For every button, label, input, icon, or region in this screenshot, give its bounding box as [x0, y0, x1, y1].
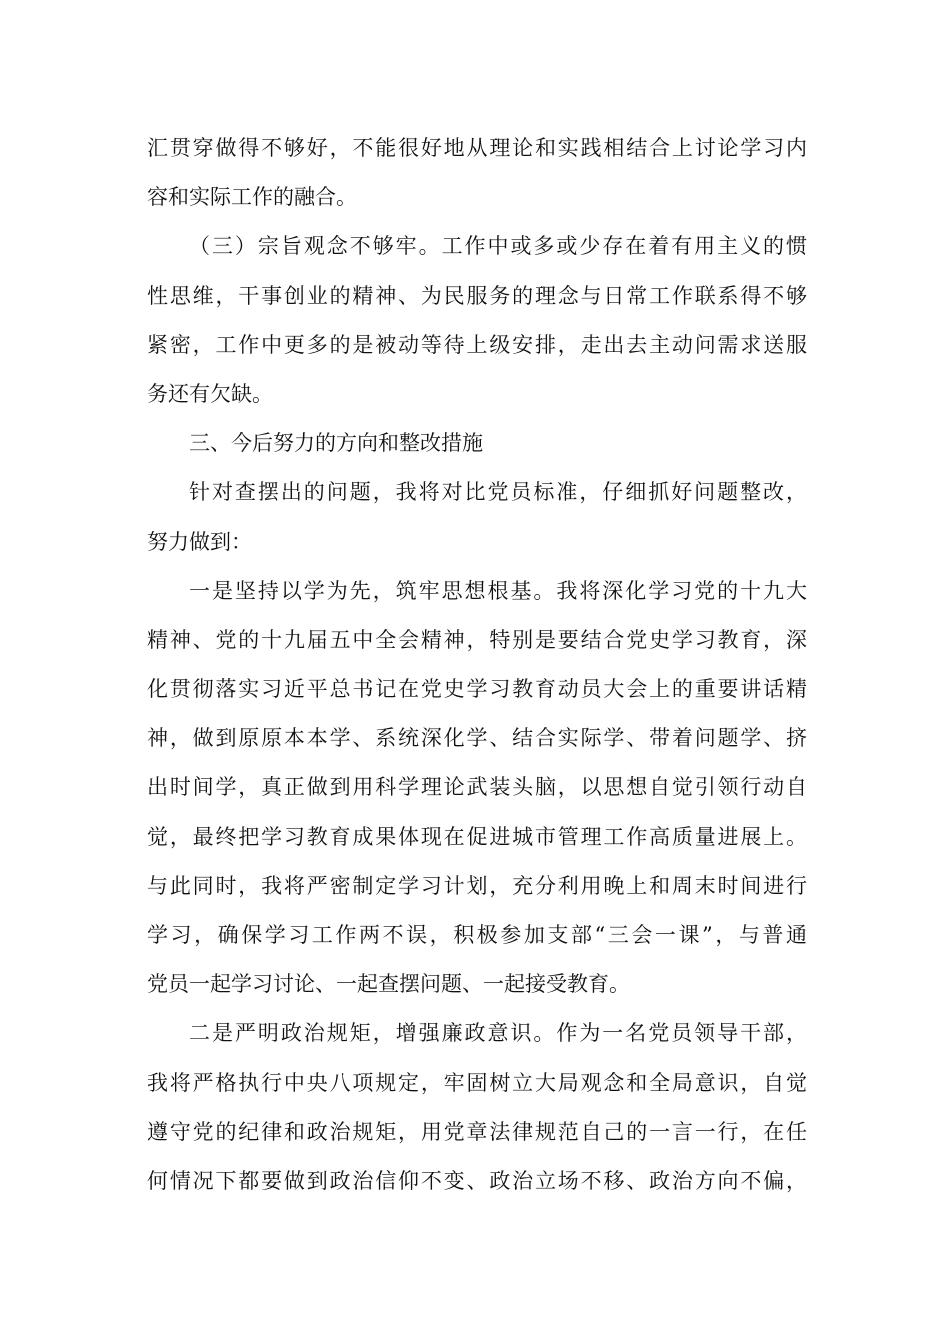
measure-heading-line: 一是坚持以学为先，筑牢思想根基。我将深化学习党的十九大 [189, 578, 807, 603]
section-heading-line: （三）宗旨观念不够牢。工作中或多或少存在着有用主义的惯 [189, 234, 807, 259]
text-line: 针对查摆出的问题，我将对比党员标准，仔细抓好问题整改， [189, 480, 807, 505]
text-line: 化贯彻落实习近平总书记在党史学习教育动员大会上的重要讲话精 [147, 677, 807, 702]
text-line: 容和实际工作的融合。 [147, 185, 357, 210]
text-line: 出时间学，真正做到用科学理论武装头脑，以思想自觉引领行动自 [147, 775, 807, 800]
text-line: 学习，确保学习工作两不误，积极参加支部“三会一课”，与普通 [147, 923, 807, 947]
text-line: 紧密，工作中更多的是被动等待上级安排，走出去主动问需求送服 [147, 332, 807, 357]
measure-heading-line: 二是严明政治规矩，增强廉政意识。作为一名党员领导干部， [189, 1021, 807, 1046]
text-line: 神，做到原原本本学、系统深化学、结合实际学、带着问题学、挤 [147, 726, 807, 751]
text-line: 汇贯穿做得不够好，不能很好地从理论和实践相结合上讨论学习内 [147, 136, 807, 160]
text-line: 务还有欠缺。 [147, 381, 273, 406]
text-line: 我将严格执行中央八项规定，牢固树立大局观念和全局意识，自觉 [147, 1070, 807, 1095]
document-body [147, 124, 807, 1206]
text-line: 党员一起学习讨论、一起查摆问题、一起接受教育。 [147, 972, 630, 997]
text-line: 与此同时，我将严密制定学习计划，充分利用晚上和周末时间进行 [147, 873, 807, 898]
section-heading: 三、今后努力的方向和整改措施 [189, 431, 483, 456]
text-line: 精神、党的十九届五中全会精神，特别是要结合党史学习教育，深 [147, 627, 807, 652]
text-line: 觉，最终把学习教育成果体现在促进城市管理工作高质量进展上。 [147, 824, 807, 849]
text-line: 遵守党的纪律和政治规矩，用党章法律规范自己的一言一行，在任 [147, 1119, 807, 1144]
text-line: 性思维，干事创业的精神、为民服务的理念与日常工作联系得不够 [147, 283, 807, 308]
text-line: 何情况下都要做到政治信仰不变、政治立场不移、政治方向不偏， [147, 1168, 807, 1193]
text-line: 努力做到： [147, 529, 252, 554]
